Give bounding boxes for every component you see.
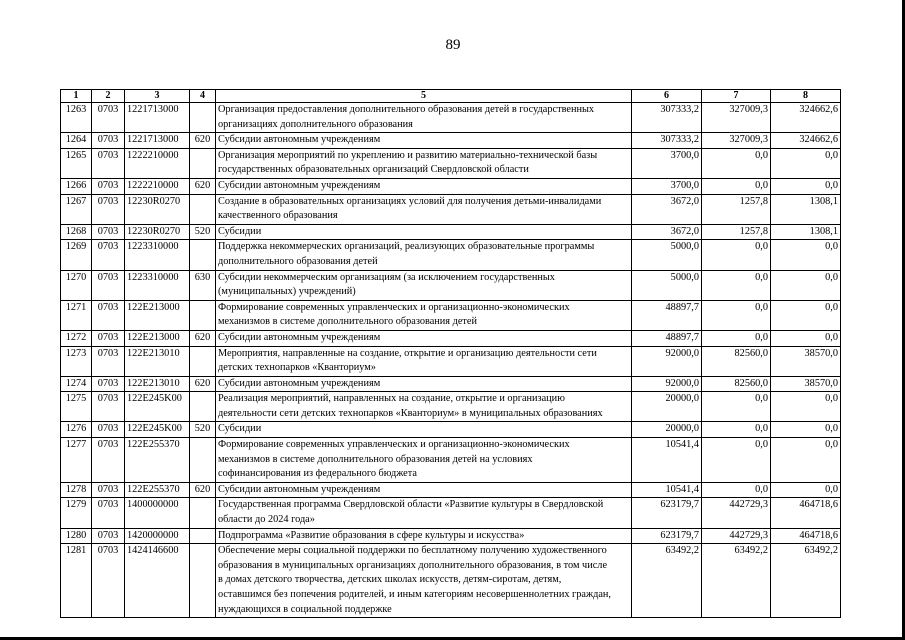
item-name-cell (216, 438, 632, 483)
amount-col8-cell: 0,0 (771, 438, 841, 483)
target-article-cell: 1223310000 (125, 270, 190, 300)
table-row (61, 376, 841, 392)
row-number-cell: 1265 (61, 148, 92, 178)
item-name-line: механизмов в системе дополнительного образования детей на условиях (218, 453, 533, 465)
row-number-cell: 1278 (61, 482, 92, 498)
table-row (61, 103, 841, 133)
table-body (61, 103, 841, 618)
item-name-cell (216, 330, 632, 346)
amount-col7-cell: 0,0 (702, 300, 771, 330)
table-row (61, 392, 841, 422)
amount-col6-cell: 307333,2 (632, 133, 702, 149)
amount-col6-cell: 3672,0 (632, 194, 702, 224)
item-name-line: Реализация мероприятий, направленных на создание, открытие и организацию (218, 393, 565, 405)
amount-col8-cell: 0,0 (771, 422, 841, 438)
amount-col8-cell: 0,0 (771, 178, 841, 194)
expense-type-cell: 620 (190, 330, 216, 346)
expense-type-cell (190, 438, 216, 483)
item-name-line: Субсидии некоммерческим организациям (за исключением государственных (218, 271, 555, 283)
item-name-line: Поддержка некоммерческих организаций, реализующих образовательные программы (218, 241, 595, 253)
item-name-line: Обеспечение меры социальной поддержки по бесплатному получению художественного (218, 545, 607, 557)
expense-type-cell: 620 (190, 482, 216, 498)
row-number-cell: 1267 (61, 194, 92, 224)
section-code-cell: 0703 (92, 330, 125, 346)
item-name-line: (муниципальных) учреждений) (218, 286, 356, 298)
amount-col6-cell: 20000,0 (632, 422, 702, 438)
item-name-line: Субсидии автономным учреждениям (218, 179, 381, 191)
item-name-line: качественного образования (218, 210, 338, 222)
amount-col6-cell: 3700,0 (632, 178, 702, 194)
target-article-cell: 122E245K00 (125, 392, 190, 422)
amount-col8-cell: 0,0 (771, 330, 841, 346)
item-name-cell (216, 300, 632, 330)
amount-col6-cell: 307333,2 (632, 103, 702, 133)
item-name-cell (216, 346, 632, 376)
amount-col8-cell: 464718,6 (771, 498, 841, 528)
amount-col7-cell: 442729,3 (702, 528, 771, 544)
budget-table (60, 89, 841, 618)
table-row (61, 224, 841, 240)
row-number-cell: 1273 (61, 346, 92, 376)
target-article-cell: 1223310000 (125, 240, 190, 270)
item-name-cell (216, 194, 632, 224)
header-cell: 5 (216, 90, 632, 103)
section-code-cell: 0703 (92, 103, 125, 133)
item-name-line: детских технопарков «Кванториум» (218, 362, 376, 374)
amount-col8-cell: 464718,6 (771, 528, 841, 544)
item-name-cell (216, 498, 632, 528)
header-cell: 3 (125, 90, 190, 103)
expense-type-cell: 520 (190, 422, 216, 438)
expense-type-cell (190, 346, 216, 376)
amount-col6-cell: 10541,4 (632, 438, 702, 483)
amount-col7-cell: 327009,3 (702, 133, 771, 149)
amount-col7-cell: 0,0 (702, 482, 771, 498)
amount-col8-cell: 0,0 (771, 148, 841, 178)
item-name-line: Формирование современных управленческих и организационно-экономических (218, 301, 570, 313)
row-number-cell: 1268 (61, 224, 92, 240)
expense-type-cell (190, 240, 216, 270)
item-name-line: Субсидии автономным учреждениям (218, 377, 381, 389)
item-name-cell (216, 528, 632, 544)
header-cell: 2 (92, 90, 125, 103)
amount-col8-cell: 0,0 (771, 270, 841, 300)
item-name-line: дополнительного образования детей (218, 255, 378, 267)
item-name-line: образования в муниципальных организациях дополнительного образования, в том числе (218, 559, 608, 571)
expense-type-cell: 620 (190, 133, 216, 149)
row-number-cell: 1281 (61, 544, 92, 618)
item-name-cell (216, 392, 632, 422)
target-article-cell: 122E213000 (125, 300, 190, 330)
table-row (61, 498, 841, 528)
item-name-line: Организация мероприятий по укреплению и развитию материально-технической базы (218, 149, 598, 161)
table-row (61, 194, 841, 224)
amount-col6-cell: 3672,0 (632, 224, 702, 240)
item-name-line: Субсидии автономным учреждениям (218, 483, 381, 495)
expense-type-cell: 520 (190, 224, 216, 240)
item-name-line: Субсидии автономным учреждениям (218, 331, 381, 343)
section-code-cell: 0703 (92, 224, 125, 240)
item-name-line: нуждающихся в социальной поддержке (218, 603, 392, 615)
item-name-line: оставшимся без попечения родителей, и иным категориям несовершеннолетних граждан, (218, 589, 612, 600)
section-code-cell: 0703 (92, 544, 125, 618)
amount-col6-cell: 92000,0 (632, 376, 702, 392)
item-name-cell (216, 133, 632, 149)
amount-col7-cell: 0,0 (702, 178, 771, 194)
amount-col8-cell: 0,0 (771, 240, 841, 270)
amount-col7-cell: 442729,3 (702, 498, 771, 528)
expense-type-cell (190, 300, 216, 330)
item-name-cell (216, 178, 632, 194)
section-code-cell: 0703 (92, 392, 125, 422)
target-article-cell: 12230R0270 (125, 224, 190, 240)
section-code-cell: 0703 (92, 300, 125, 330)
section-code-cell: 0703 (92, 346, 125, 376)
target-article-cell: 1424146600 (125, 544, 190, 618)
row-number-cell: 1264 (61, 133, 92, 149)
amount-col6-cell: 48897,7 (632, 330, 702, 346)
amount-col7-cell: 0,0 (702, 438, 771, 483)
row-number-cell: 1275 (61, 392, 92, 422)
amount-col8-cell: 0,0 (771, 300, 841, 330)
item-name-line: Подпрограмма «Развитие образования в сфере культуры и искусства» (218, 529, 525, 541)
expense-type-cell: 620 (190, 376, 216, 392)
item-name-cell (216, 224, 632, 240)
item-name-cell (216, 103, 632, 133)
item-name-cell (216, 270, 632, 300)
section-code-cell: 0703 (92, 148, 125, 178)
expense-type-cell: 630 (190, 270, 216, 300)
page-number: 89 (445, 37, 461, 53)
expense-type-cell (190, 544, 216, 618)
row-number-cell: 1277 (61, 438, 92, 483)
item-name-cell (216, 376, 632, 392)
table-row (61, 178, 841, 194)
item-name-line: Субсидии автономным учреждениям (218, 134, 381, 146)
amount-col7-cell: 0,0 (702, 392, 771, 422)
item-name-line: Формирование современных управленческих и организационно-экономических (218, 439, 570, 451)
amount-col8-cell: 1308,1 (771, 194, 841, 224)
expense-type-cell (190, 528, 216, 544)
section-code-cell: 0703 (92, 194, 125, 224)
amount-col7-cell: 0,0 (702, 422, 771, 438)
section-code-cell: 0703 (92, 376, 125, 392)
table-row (61, 133, 841, 149)
amount-col7-cell: 82560,0 (702, 346, 771, 376)
table-row (61, 438, 841, 483)
item-name-line: организациях дополнительного образования (218, 118, 413, 130)
amount-col6-cell: 623179,7 (632, 528, 702, 544)
expense-type-cell (190, 498, 216, 528)
item-name-line: Мероприятия, направленные на создание, открытие и организацию деятельности сети (218, 347, 597, 359)
item-name-line: Субсидии (218, 225, 262, 237)
section-code-cell: 0703 (92, 178, 125, 194)
item-name-cell (216, 544, 632, 618)
header-cell: 6 (632, 90, 702, 103)
amount-col6-cell: 48897,7 (632, 300, 702, 330)
amount-col6-cell: 10541,4 (632, 482, 702, 498)
section-code-cell: 0703 (92, 133, 125, 149)
item-name-line: Субсидии (218, 423, 262, 435)
section-code-cell: 0703 (92, 270, 125, 300)
target-article-cell: 12230R0270 (125, 194, 190, 224)
amount-col8-cell: 324662,6 (771, 133, 841, 149)
target-article-cell: 122E213000 (125, 330, 190, 346)
section-code-cell: 0703 (92, 528, 125, 544)
amount-col6-cell: 5000,0 (632, 270, 702, 300)
section-code-cell: 0703 (92, 498, 125, 528)
item-name-line: механизмов в системе дополнительного образования детей (218, 316, 477, 328)
table-row (61, 240, 841, 270)
header-cell: 7 (702, 90, 771, 103)
amount-col8-cell: 324662,6 (771, 103, 841, 133)
item-name-line: софинансирования из федерального бюджета (218, 468, 417, 480)
section-code-cell: 0703 (92, 482, 125, 498)
target-article-cell: 122E213010 (125, 376, 190, 392)
target-article-cell: 1222210000 (125, 178, 190, 194)
item-name-line: в домах детского творчества, детских школах искусств, детям-сиротам, детям, (218, 574, 562, 586)
amount-col7-cell: 1257,8 (702, 194, 771, 224)
target-article-cell: 1221713000 (125, 133, 190, 149)
header-cell: 8 (771, 90, 841, 103)
table-header-row (61, 90, 841, 103)
expense-type-cell: 620 (190, 178, 216, 194)
row-number-cell: 1272 (61, 330, 92, 346)
expense-type-cell (190, 392, 216, 422)
row-number-cell: 1270 (61, 270, 92, 300)
amount-col6-cell: 92000,0 (632, 346, 702, 376)
amount-col7-cell: 0,0 (702, 330, 771, 346)
target-article-cell: 1221713000 (125, 103, 190, 133)
amount-col8-cell: 38570,0 (771, 346, 841, 376)
table-row (61, 270, 841, 300)
amount-col7-cell: 0,0 (702, 148, 771, 178)
target-article-cell: 122E255370 (125, 482, 190, 498)
item-name-line: государственных образовательных организаций Свердловской области (218, 164, 529, 176)
amount-col6-cell: 623179,7 (632, 498, 702, 528)
row-number-cell: 1271 (61, 300, 92, 330)
table-row (61, 528, 841, 544)
amount-col6-cell: 3700,0 (632, 148, 702, 178)
amount-col8-cell: 1308,1 (771, 224, 841, 240)
row-number-cell: 1276 (61, 422, 92, 438)
amount-col8-cell: 0,0 (771, 392, 841, 422)
table-row (61, 422, 841, 438)
amount-col8-cell: 38570,0 (771, 376, 841, 392)
table-row (61, 346, 841, 376)
amount-col7-cell: 327009,3 (702, 103, 771, 133)
target-article-cell: 122E213010 (125, 346, 190, 376)
amount-col8-cell: 0,0 (771, 482, 841, 498)
row-number-cell: 1266 (61, 178, 92, 194)
item-name-line: области до 2024 года» (218, 514, 315, 526)
row-number-cell: 1279 (61, 498, 92, 528)
target-article-cell: 122E245K00 (125, 422, 190, 438)
amount-col6-cell: 63492,2 (632, 544, 702, 618)
expense-type-cell (190, 194, 216, 224)
item-name-cell (216, 422, 632, 438)
target-article-cell: 1222210000 (125, 148, 190, 178)
expense-type-cell (190, 103, 216, 133)
row-number-cell: 1263 (61, 103, 92, 133)
item-name-cell (216, 148, 632, 178)
table-row (61, 482, 841, 498)
expense-type-cell (190, 148, 216, 178)
amount-col7-cell: 1257,8 (702, 224, 771, 240)
header-cell: 4 (190, 90, 216, 103)
amount-col8-cell: 63492,2 (771, 544, 841, 618)
table-row (61, 300, 841, 330)
row-number-cell: 1269 (61, 240, 92, 270)
item-name-line: Создание в образовательных организациях условий для получения детьми-инвалидами (218, 195, 602, 207)
header-cell: 1 (61, 90, 92, 103)
amount-col6-cell: 5000,0 (632, 240, 702, 270)
row-number-cell: 1280 (61, 528, 92, 544)
amount-col7-cell: 82560,0 (702, 376, 771, 392)
section-code-cell: 0703 (92, 422, 125, 438)
amount-col6-cell: 20000,0 (632, 392, 702, 422)
target-article-cell: 122E255370 (125, 438, 190, 483)
item-name-line: деятельности сети детских технопарков «Кванториум» в муниципальных образованиях (218, 407, 603, 419)
item-name-cell (216, 482, 632, 498)
target-article-cell: 1400000000 (125, 498, 190, 528)
table-row (61, 544, 841, 618)
amount-col7-cell: 63492,2 (702, 544, 771, 618)
item-name-line: Организация предоставления дополнительного образования детей в государственных (218, 104, 595, 115)
table-row (61, 148, 841, 178)
table-row (61, 330, 841, 346)
section-code-cell: 0703 (92, 240, 125, 270)
item-name-cell (216, 240, 632, 270)
item-name-line: Государственная программа Свердловской области «Развитие культуры в Свердловской (218, 499, 604, 511)
target-article-cell: 1420000000 (125, 528, 190, 544)
row-number-cell: 1274 (61, 376, 92, 392)
amount-col7-cell: 0,0 (702, 240, 771, 270)
amount-col7-cell: 0,0 (702, 270, 771, 300)
section-code-cell: 0703 (92, 438, 125, 483)
